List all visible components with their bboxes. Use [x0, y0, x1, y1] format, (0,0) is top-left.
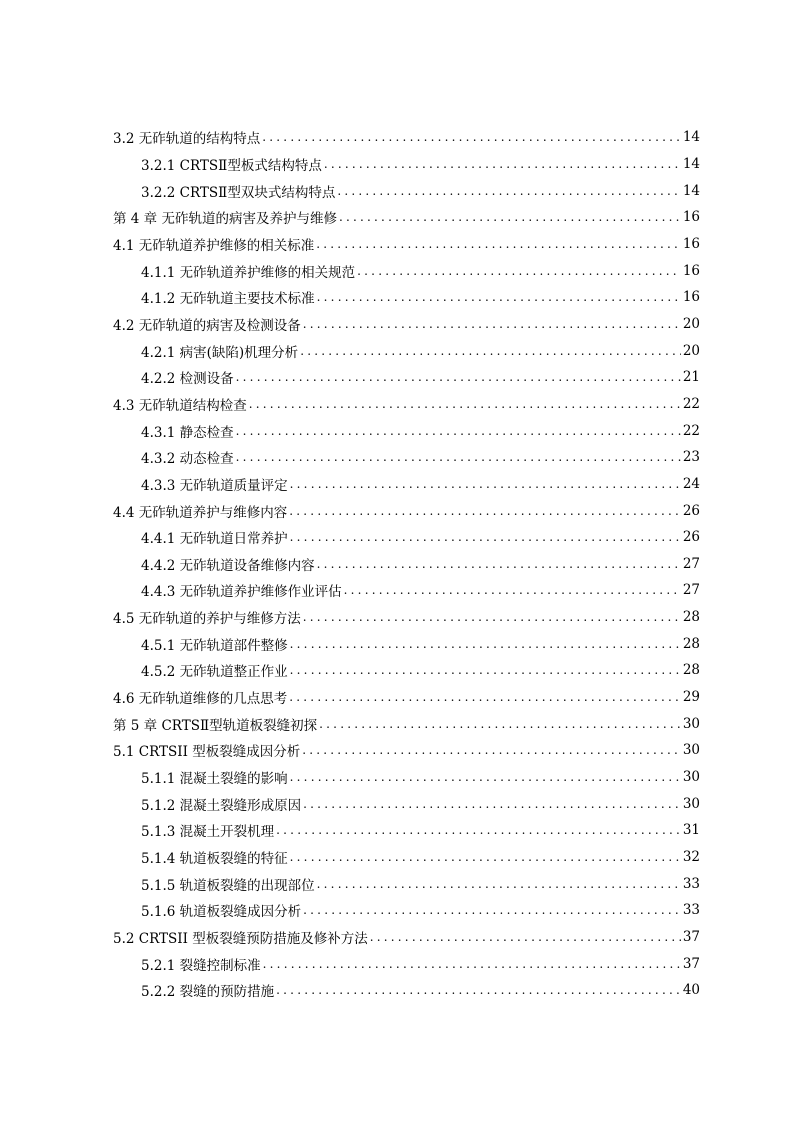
toc-entry-title: 3.2.1 CRTSⅡ型板式结构特点 — [141, 157, 322, 174]
toc-entry-page: 14 — [682, 182, 700, 199]
toc-entry-page: 28 — [682, 635, 700, 652]
toc-entry[interactable] — [113, 151, 700, 178]
toc-entry-title: 5.2 CRTSII 型板裂缝预防措施及修补方法 — [113, 931, 368, 948]
toc-leader-dots — [290, 530, 681, 544]
toc-entry-title: 4.2.2 检测设备 — [141, 371, 234, 388]
toc-leader-dots — [344, 583, 681, 597]
toc-entry-page: 27 — [682, 555, 700, 572]
toc-entry-title: 第 4 章 无砟轨道的病害及养护与维修 — [113, 211, 337, 228]
toc-entry-title: 4.1.2 无砟轨道主要技术标准 — [141, 291, 315, 308]
toc-entry[interactable] — [113, 417, 700, 444]
toc-entry-title: 4.3.2 动态检查 — [141, 451, 234, 468]
toc-entry[interactable] — [113, 231, 700, 258]
toc-leader-dots — [276, 983, 681, 997]
toc-entry-page: 30 — [682, 769, 700, 786]
toc-leader-dots — [337, 184, 680, 198]
toc-entry-page: 16 — [682, 235, 700, 252]
toc-entry-page: 30 — [682, 742, 700, 759]
toc-leader-dots — [262, 130, 681, 144]
toc-entry-title: 5.1.3 混凝土开裂机理 — [141, 824, 275, 841]
toc-leader-dots — [303, 797, 681, 811]
toc-entry-page: 20 — [682, 315, 700, 332]
toc-entry[interactable] — [113, 950, 700, 977]
toc-leader-dots — [290, 637, 681, 651]
toc-entry-title: 4.4.3 无砟轨道养护维修作业评估 — [141, 584, 342, 601]
toc-entry[interactable] — [113, 817, 700, 844]
toc-entry-page: 26 — [682, 529, 700, 546]
toc-entry[interactable] — [113, 124, 700, 151]
toc-entry-title: 4.3.3 无砟轨道质量评定 — [141, 477, 288, 494]
toc-entry-page: 24 — [682, 475, 700, 492]
toc-entry[interactable] — [113, 604, 700, 631]
toc-leader-dots — [249, 397, 681, 411]
toc-entry[interactable] — [113, 311, 700, 338]
toc-leader-dots — [276, 823, 681, 837]
toc-leader-dots — [357, 264, 681, 278]
toc-entry[interactable] — [113, 790, 700, 817]
toc-entry-title: 4.1 无砟轨道养护维修的相关标准 — [113, 237, 315, 254]
toc-leader-dots — [339, 210, 681, 224]
toc-leader-dots — [289, 504, 681, 518]
toc-leader-dots — [303, 610, 681, 624]
toc-entry-title: 4.3 无砟轨道结构检查 — [113, 397, 247, 414]
toc-entry-page: 16 — [682, 209, 700, 226]
toc-leader-dots — [303, 903, 681, 917]
toc-entry[interactable] — [113, 204, 700, 231]
toc-entry-title: 第 5 章 CRTSⅡ型轨道板裂缝初探 — [113, 717, 318, 734]
toc-entry-page: 27 — [682, 582, 700, 599]
toc-entry[interactable] — [113, 710, 700, 737]
toc-leader-dots — [290, 850, 681, 864]
toc-entry-page: 14 — [682, 129, 700, 146]
toc-entry[interactable] — [113, 924, 700, 951]
toc-entry-page: 23 — [682, 449, 700, 466]
toc-leader-dots — [303, 317, 681, 331]
toc-leader-dots — [290, 770, 681, 784]
toc-entry-title: 4.2 无砟轨道的病害及检测设备 — [113, 317, 301, 334]
toc-entry[interactable] — [113, 551, 700, 578]
toc-entry-title: 5.1.1 混凝土裂缝的影响 — [141, 771, 288, 788]
toc-leader-dots — [370, 930, 681, 944]
toc-entry-title: 4.4 无砟轨道养护与维修内容 — [113, 504, 288, 521]
toc-leader-dots — [290, 663, 681, 677]
toc-entry-title: 5.1.5 轨道板裂缝的出现部位 — [141, 877, 315, 894]
toc-leader-dots — [317, 557, 681, 571]
toc-entry-page: 16 — [682, 289, 700, 306]
toc-entry[interactable] — [113, 844, 700, 871]
toc-entry-title: 4.5.1 无砟轨道部件整修 — [141, 637, 288, 654]
toc-entry-page: 33 — [682, 902, 700, 919]
toc-entry-title: 5.1.2 混凝土裂缝形成原因 — [141, 797, 302, 814]
toc-entry-page: 28 — [682, 609, 700, 626]
toc-entry[interactable] — [113, 471, 700, 498]
toc-entry-title: 5.1 CRTSII 型板裂缝成因分析 — [113, 744, 301, 761]
toc-entry[interactable] — [113, 764, 700, 791]
toc-entry[interactable] — [113, 684, 700, 711]
toc-entry-page: 37 — [682, 929, 700, 946]
toc-leader-dots — [319, 717, 681, 731]
toc-leader-dots — [302, 743, 681, 757]
toc-entry-page: 21 — [682, 369, 700, 386]
toc-entry[interactable] — [113, 364, 700, 391]
toc-entry-page: 33 — [682, 875, 700, 892]
toc-entry-page: 28 — [682, 662, 700, 679]
toc-leader-dots — [317, 877, 681, 891]
toc-entry-page: 20 — [682, 342, 700, 359]
toc-entry-page: 22 — [682, 395, 700, 412]
toc-entry-page: 37 — [682, 955, 700, 972]
toc-entry-title: 4.6 无砟轨道维修的几点思考 — [113, 691, 288, 708]
toc-leader-dots — [324, 157, 681, 171]
toc-entry[interactable] — [113, 284, 700, 311]
toc-entry-page: 32 — [682, 849, 700, 866]
toc-entry-title: 3.2.2 CRTSⅡ型双块式结构特点 — [141, 184, 336, 201]
toc-entry-page: 40 — [682, 982, 700, 999]
toc-entry-title: 4.4.1 无砟轨道日常养护 — [141, 531, 288, 548]
toc-entry-title: 4.4.2 无砟轨道设备维修内容 — [141, 557, 315, 574]
toc-entry-page: 16 — [682, 262, 700, 279]
toc-entry-page: 22 — [682, 422, 700, 439]
toc-entry[interactable] — [113, 257, 700, 284]
toc-entry-page: 31 — [682, 822, 700, 839]
toc-leader-dots — [236, 370, 681, 384]
toc-entry-title: 4.5 无砟轨道的养护与维修方法 — [113, 611, 301, 628]
table-of-contents — [113, 124, 700, 1004]
toc-leader-dots — [289, 690, 681, 704]
toc-entry[interactable] — [113, 977, 700, 1004]
toc-entry[interactable] — [113, 497, 700, 524]
toc-entry[interactable] — [113, 657, 700, 684]
toc-entry-title: 4.5.2 无砟轨道整正作业 — [141, 664, 288, 681]
toc-entry[interactable] — [113, 177, 700, 204]
toc-entry-title: 4.2.1 病害(缺陷)机理分析 — [141, 344, 299, 361]
toc-entry-title: 3.2 无砟轨道的结构特点 — [113, 131, 261, 148]
toc-entry-page: 30 — [682, 715, 700, 732]
toc-entry-title: 4.3.1 静态检查 — [141, 424, 234, 441]
toc-entry[interactable] — [113, 577, 700, 604]
toc-entry[interactable] — [113, 337, 700, 364]
toc-leader-dots — [236, 424, 681, 438]
toc-entry-page: 26 — [682, 502, 700, 519]
toc-leader-dots — [316, 237, 681, 251]
toc-entry-title: 5.1.4 轨道板裂缝的特征 — [141, 851, 288, 868]
toc-entry-title: 4.1.1 无砟轨道养护维修的相关规范 — [141, 264, 356, 281]
toc-entry[interactable] — [113, 444, 700, 471]
toc-leader-dots — [317, 290, 681, 304]
toc-entry-page: 29 — [682, 689, 700, 706]
toc-entry[interactable] — [113, 870, 700, 897]
toc-entry[interactable] — [113, 630, 700, 657]
toc-entry-title: 5.2.2 裂缝的预防措施 — [141, 984, 275, 1001]
toc-entry[interactable] — [113, 897, 700, 924]
toc-leader-dots — [290, 477, 681, 491]
toc-entry-page: 30 — [682, 795, 700, 812]
toc-leader-dots — [300, 344, 681, 358]
toc-entry-title: 5.1.6 轨道板裂缝成因分析 — [141, 904, 302, 921]
toc-entry[interactable] — [113, 391, 700, 418]
toc-entry[interactable] — [113, 737, 700, 764]
toc-entry-title: 5.2.1 裂缝控制标准 — [141, 957, 261, 974]
toc-leader-dots — [263, 957, 681, 971]
toc-entry[interactable] — [113, 524, 700, 551]
toc-leader-dots — [236, 450, 681, 464]
toc-entry-page: 14 — [682, 155, 700, 172]
